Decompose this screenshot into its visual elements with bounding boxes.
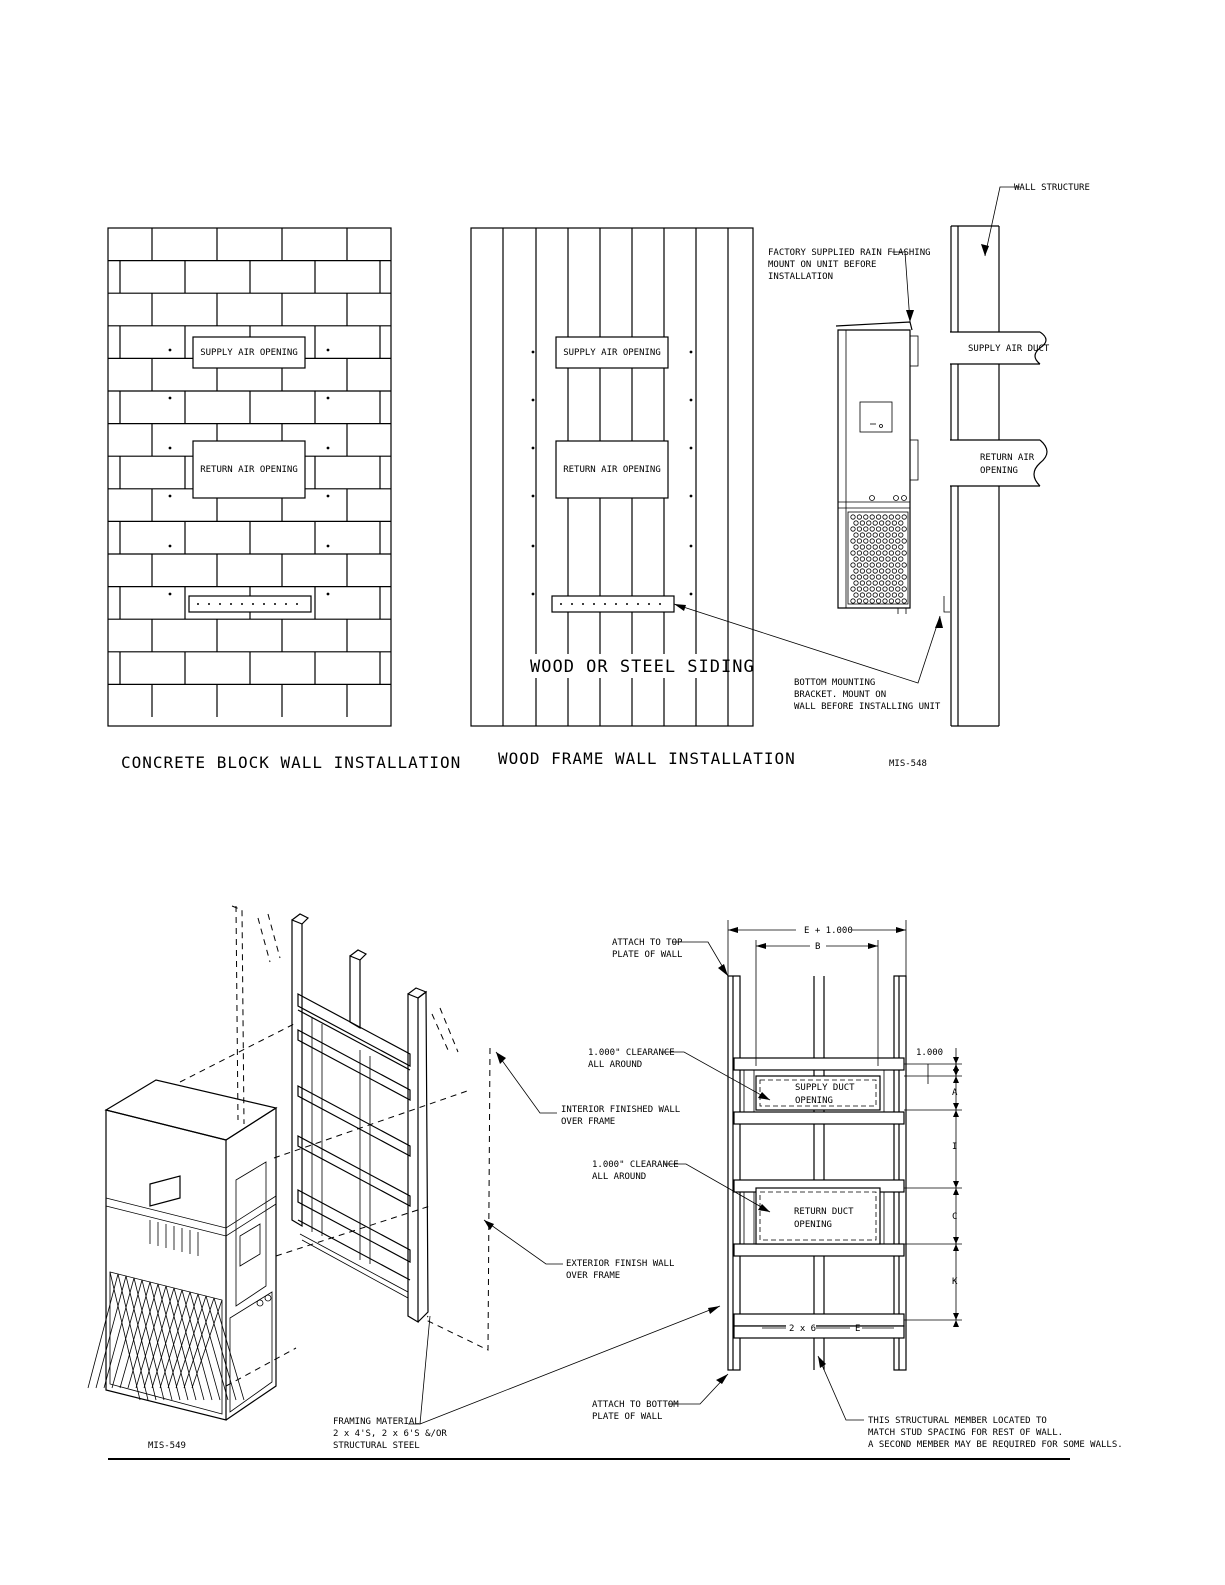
bottom-bracket-label-2: BRACKET. MOUNT ON [794, 690, 887, 700]
framing-material-label-2: 2 x 4'S, 2 x 6'S &/OR [333, 1429, 447, 1439]
exterior-wall-label-1: EXTERIOR FINISH WALL [566, 1259, 675, 1269]
member-note-1: THIS STRUCTURAL MEMBER LOCATED TO [868, 1416, 1047, 1426]
drawing-id-549: MIS-549 [148, 1441, 186, 1451]
elevation-return-label-2: OPENING [794, 1220, 832, 1230]
unit-brand-logo: Bard [156, 1189, 176, 1198]
wood-mounting-bracket [552, 596, 674, 612]
side-return-label-2: OPENING [980, 466, 1018, 476]
framing-material-label-1: FRAMING MATERIAL [333, 1417, 420, 1427]
clearance-2-label-1: 1.000" CLEARANCE [592, 1160, 679, 1170]
attach-top-label-1: ATTACH TO TOP [612, 938, 683, 948]
framing-elevation [588, 920, 1123, 1450]
dim-e-label: E [855, 1324, 861, 1334]
wood-return-label: RETURN AIR OPENING [563, 465, 661, 475]
wood-supply-label: SUPPLY AIR OPENING [563, 348, 661, 358]
elevation-supply-label-1: SUPPLY DUCT [795, 1083, 855, 1093]
elevation-return-label-1: RETURN DUCT [794, 1207, 854, 1217]
clearance-2-label-2: ALL AROUND [592, 1172, 647, 1182]
member-label: 2 x 6 [789, 1324, 817, 1334]
interior-wall-label-2: OVER FRAME [561, 1117, 616, 1127]
attach-bottom-label-2: PLATE OF WALL [592, 1412, 663, 1422]
side-view [674, 183, 1090, 769]
side-return-label-1: RETURN AIR [980, 453, 1035, 463]
rain-flashing-label-2: MOUNT ON UNIT BEFORE [768, 260, 877, 270]
wood-siding-label: WOOD OR STEEL SIDING [530, 657, 755, 677]
dim-a-label: A [952, 1088, 958, 1098]
member-note-2: MATCH STUD SPACING FOR REST OF WALL. [868, 1428, 1064, 1438]
concrete-block-wall [108, 228, 461, 772]
wood-frame-wall [471, 228, 796, 768]
clearance-1-label-2: ALL AROUND [588, 1060, 643, 1070]
concrete-wall-caption: CONCRETE BLOCK WALL INSTALLATION [121, 753, 462, 772]
dim-inner-label: B [815, 942, 821, 952]
dim-i-label: I [952, 1142, 958, 1152]
bottom-bracket-label-3: WALL BEFORE INSTALLING UNIT [794, 702, 941, 712]
dim-clearance-label: 1.000 [916, 1048, 944, 1058]
dim-c-label: C [952, 1212, 958, 1222]
member-note-3: A SECOND MEMBER MAY BE REQUIRED FOR SOME WALLS. [868, 1440, 1123, 1450]
wall-structure-label: WALL STRUCTURE [1014, 183, 1090, 193]
concrete-mounting-bracket [189, 596, 311, 612]
dim-k-label: K [952, 1277, 958, 1287]
isometric-unit [88, 1080, 276, 1420]
concrete-supply-label: SUPPLY AIR OPENING [200, 348, 298, 358]
wood-wall-caption: WOOD FRAME WALL INSTALLATION [498, 749, 796, 768]
rain-flashing-label-3: INSTALLATION [768, 272, 834, 282]
interior-wall-label-1: INTERIOR FINISHED WALL [561, 1105, 681, 1115]
side-supply-duct-label: SUPPLY AIR DUCT [968, 344, 1050, 354]
drawing-id-548: MIS-548 [889, 759, 927, 769]
attach-top-label-2: PLATE OF WALL [612, 950, 683, 960]
framing-material-label-3: STRUCTURAL STEEL [333, 1441, 420, 1451]
concrete-return-label: RETURN AIR OPENING [200, 465, 298, 475]
dim-outer-label: E + 1.000 [804, 926, 853, 936]
clearance-1-label-1: 1.000" CLEARANCE [588, 1048, 675, 1058]
bottom-bracket-label-1: BOTTOM MOUNTING [794, 678, 876, 688]
rain-flashing-label-1: FACTORY SUPPLIED RAIN FLASHING [768, 248, 931, 258]
exterior-wall-label-2: OVER FRAME [566, 1271, 621, 1281]
side-view-unit [836, 322, 950, 614]
attach-bottom-label-1: ATTACH TO BOTTOM [592, 1400, 679, 1410]
elevation-supply-label-2: OPENING [795, 1096, 833, 1106]
